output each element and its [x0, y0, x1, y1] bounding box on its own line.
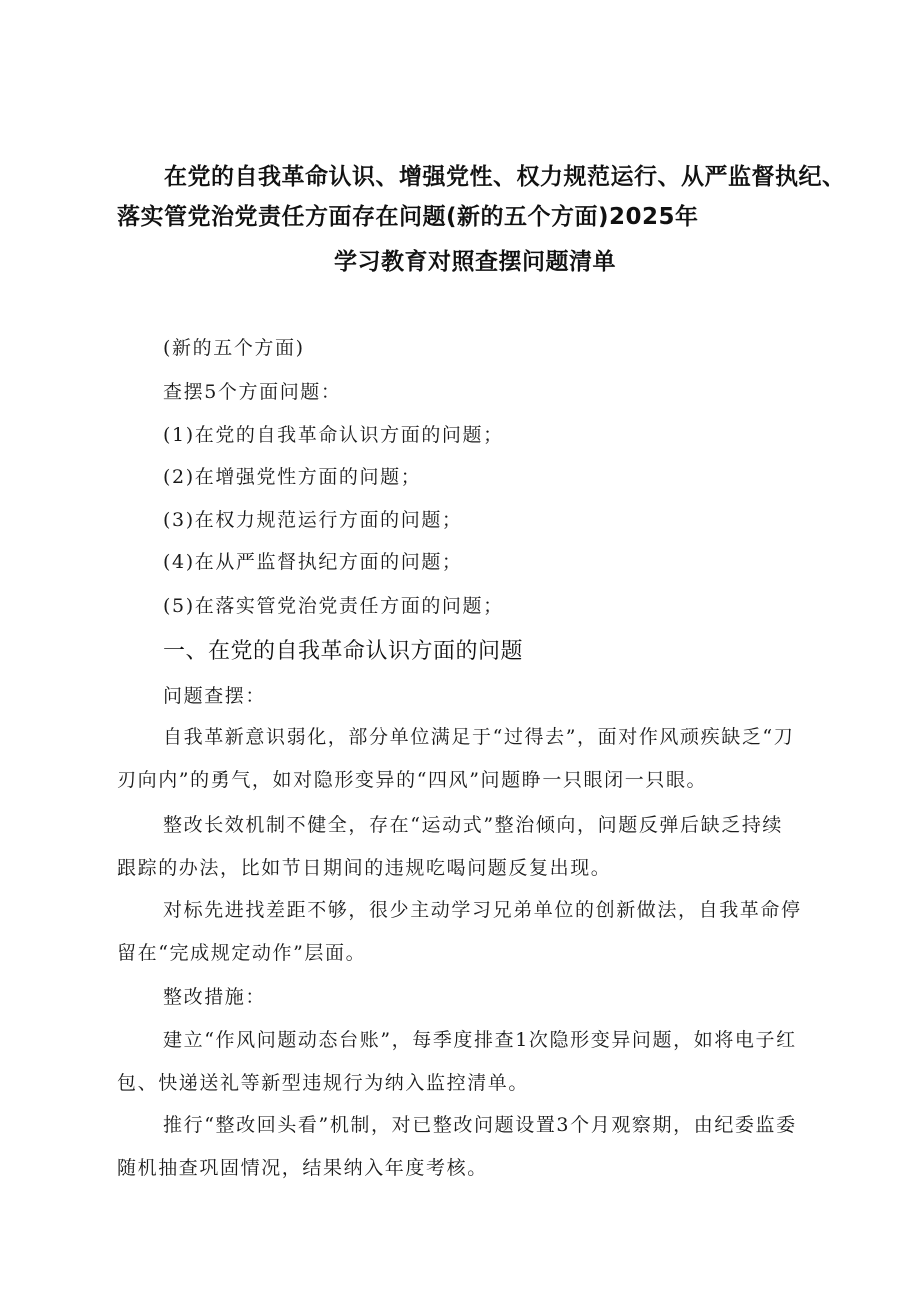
problem-label: 问题查摆：	[163, 685, 267, 707]
paragraph-line: 刃向内”的勇气，如对隐形变异的“四风”问题睁一只眼闭一只眼。	[117, 769, 708, 791]
list-item: (1)在党的自我革命认识方面的问题；	[163, 424, 504, 446]
paragraph-line: 建立“作风问题动态台账”，每季度排查1次隐形变异问题，如将电子红	[163, 1029, 797, 1051]
paragraph-line: 推行“整改回头看”机制，对已整改问题设置3个月观察期，由纪委监委	[163, 1114, 797, 1136]
list-item: (4)在从严监督执纪方面的问题；	[163, 551, 463, 573]
list-item: (5)在落实管党治党责任方面的问题；	[163, 595, 504, 617]
section-heading: 一、在党的自我革命认识方面的问题	[163, 639, 524, 664]
measure-label: 整改措施：	[163, 986, 267, 1008]
list-item: (3)在权力规范运行方面的问题；	[163, 509, 463, 531]
paragraph-line: 包、快递送礼等新型违规行为纳入监控清单。	[117, 1072, 530, 1094]
document-title-line-2: 落实管党治党责任方面存在问题(新的五个方面)2025年	[117, 204, 699, 230]
document-title-line-1: 在党的自我革命认识、增强党性、权力规范运行、从严监督执纪、	[164, 164, 846, 190]
intro-subtitle: (新的五个方面)	[163, 337, 305, 359]
paragraph-line: 自我革新意识弱化，部分单位满足于“过得去”，面对作风顽疾缺乏“刀	[163, 726, 795, 748]
paragraph-line: 跟踪的办法，比如节日期间的违规吃喝问题反复出现。	[117, 857, 612, 879]
paragraph-line: 对标先进找差距不够，很少主动学习兄弟单位的创新做法，自我革命停	[163, 899, 802, 921]
intro-lead: 查摆5个方面问题：	[163, 381, 342, 403]
list-item: (2)在增强党性方面的问题；	[163, 466, 422, 488]
document-title-line-3: 学习教育对照查摆问题清单	[334, 249, 616, 275]
paragraph-line: 留在“完成规定动作”层面。	[117, 942, 367, 964]
paragraph-line: 整改长效机制不健全，存在“运动式”整治倾向，问题反弹后缺乏持续	[163, 814, 784, 836]
paragraph-line: 随机抽查巩固情况，结果纳入年度考核。	[117, 1157, 488, 1179]
